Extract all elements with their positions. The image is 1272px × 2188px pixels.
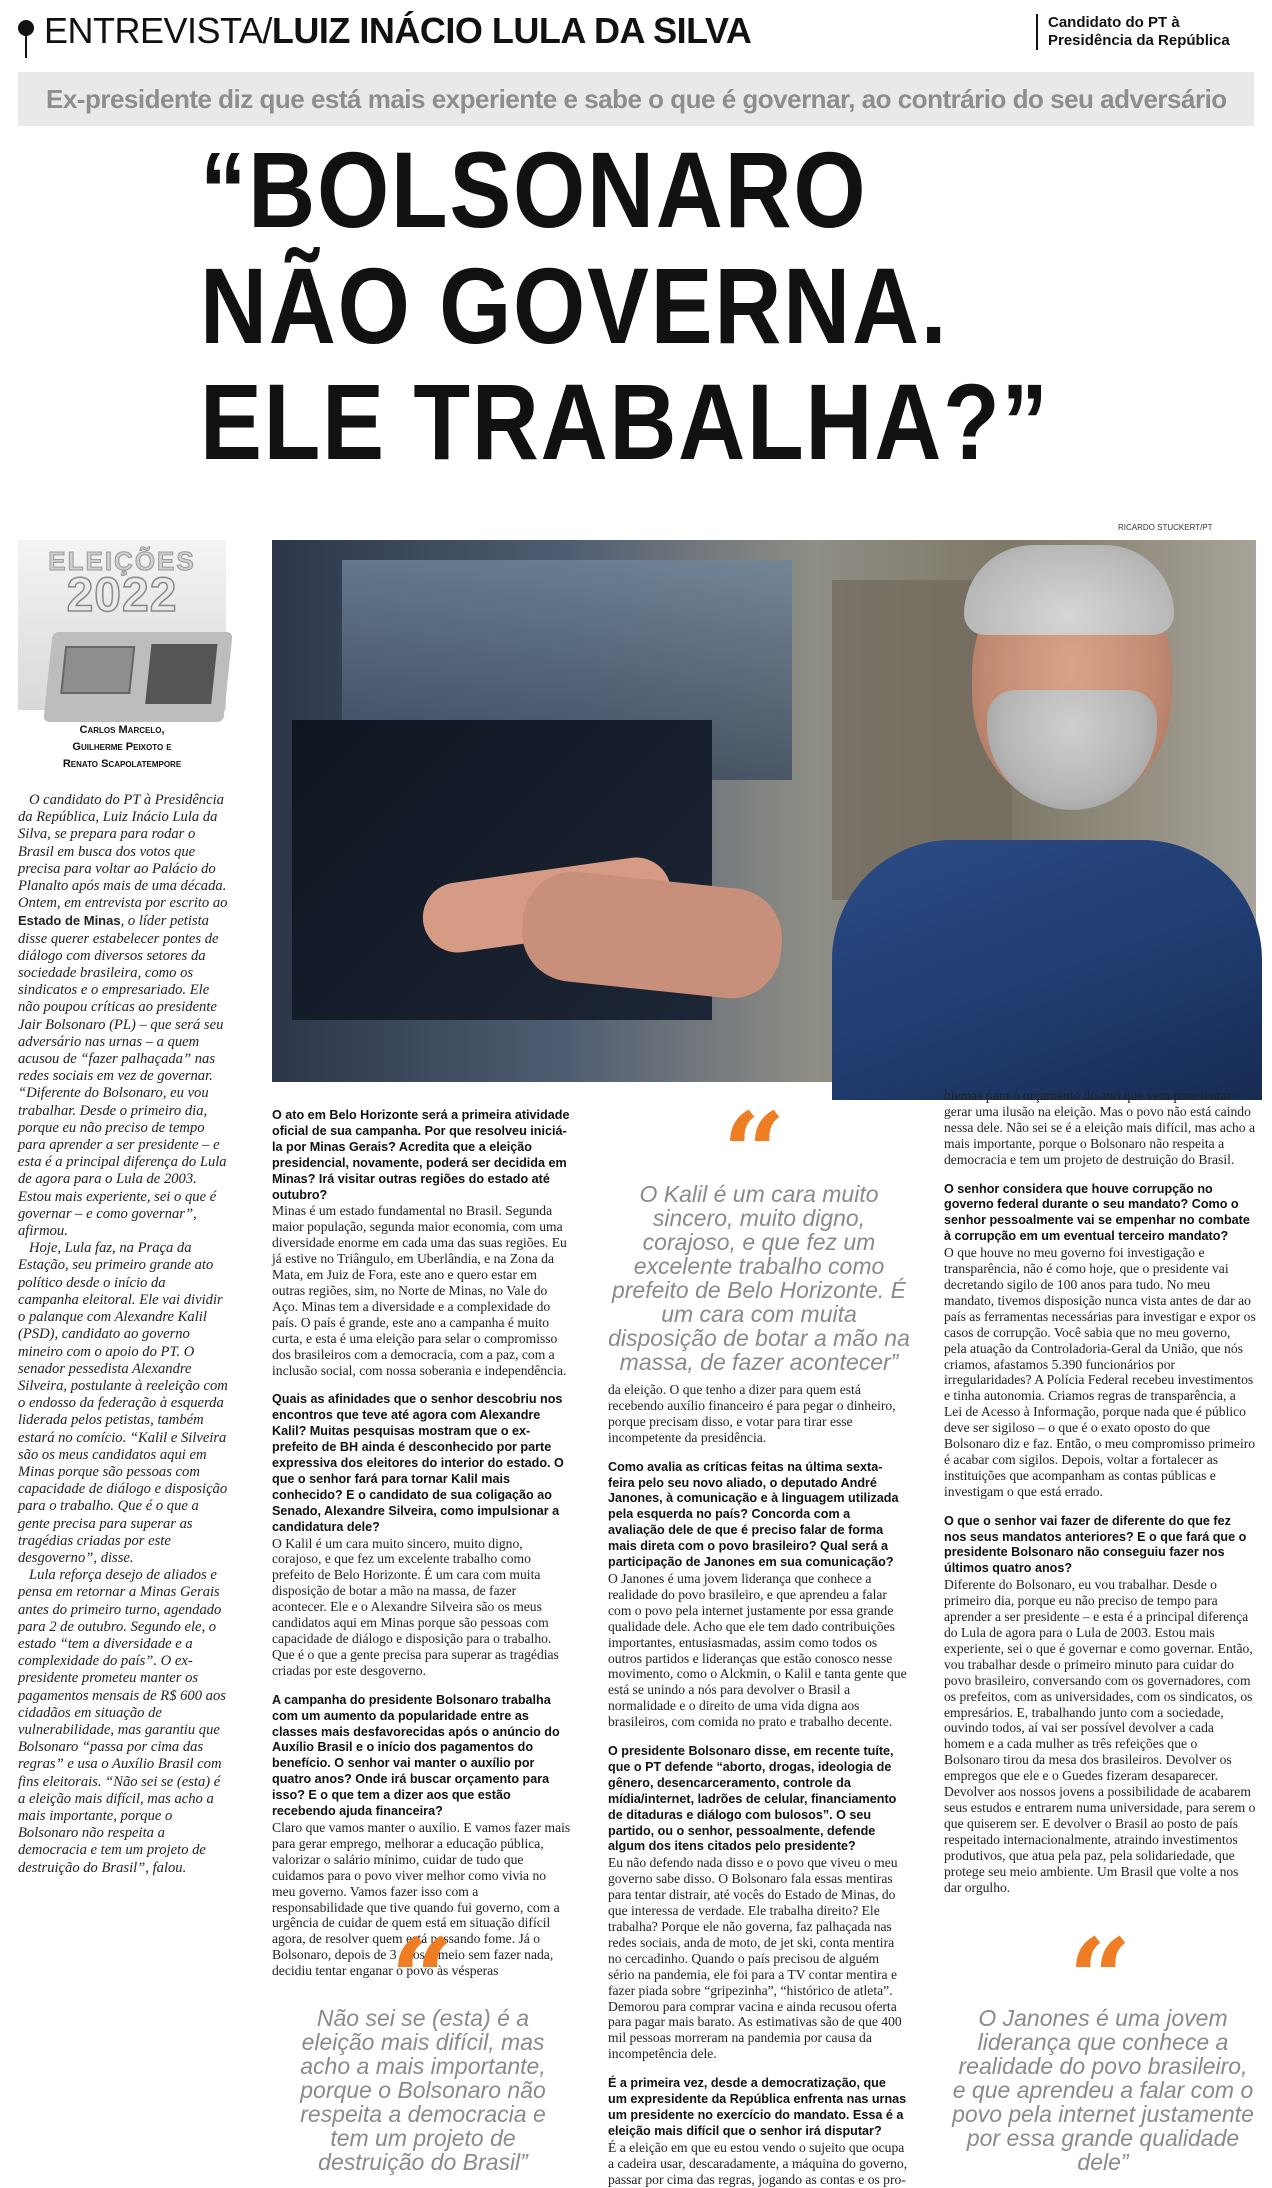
newspaper-name: Estado de Minas: [18, 913, 121, 929]
byline: [18, 722, 226, 773]
side-tag-line2: Presidência da República: [1048, 32, 1230, 49]
answer-3-continued: da eleição. O que tenho a dizer para quem está recebendo auxílio financeiro é para pegar o dinheiro, porque precisam disso, e votar para tirar esse incompetente da presidência.: [608, 1382, 896, 1445]
kicker-name: LUIZ INÁCIO LULA DA SILVA: [271, 10, 752, 51]
question-8: O que o senhor vai fazer de diferente do que fez nos seus mandatos anteriores? E o que fará que o presidente Bolsonaro não conseguiu fazer nos últimos quatro anos?: [944, 1513, 1247, 1576]
photo-subject-hair: [964, 545, 1174, 635]
answer-2: O Kalil é um cara muito sincero, muito digno, corajoso, e que fez um excelente trabalho como prefeito de Belo Horizonte. É um cara com muita disposição de botar a mão na massa, de fazer acontecer. Ele e o Alexandre Silveira são os meus candidatos aqui em Minas porque são pessoas com capacidade de diálogo e disposição para o trabalho. Que é o que a gente precisa para superar as tragédias criadas por este desgoverno.: [272, 1535, 559, 1678]
main-photo: [272, 540, 1256, 1082]
intro-paragraph-1: O candidato do PT à Presidência da República, Luiz Inácio Lula da Silva, se prepara para rodar o Brasil em busca dos votos que precisa para voltar ao Palácio do Planalto após mais de uma década. Ontem, em entrevista por escrito ao Estado de Minas, o líder petista disse querer estabelecer pontes de diálogo com diversos setores da sociedade brasileira, como os sindicatos e o empresariado. Ele não poupou críticas ao presidente Jair Bolsonaro (PL) – que será seu adversário nas urnas – a quem acusou de “fazer palhaçada” nas redes sociais em vez de governar. “Diferente do Bolsonaro, eu vou trabalhar. Desde o primeiro dia, porque eu não preciso de tempo para aprender a ser presidente – e esta é a principal diferença do Lula de agora para o Lula de 2003. Estou mais experiente, sei o que é governar – e como governar”, afirmou.: [18, 792, 228, 1240]
headline-line3: ELE TRABALHA?”: [200, 361, 1050, 482]
kicker-section: ENTREVISTA/: [44, 10, 272, 51]
question-7: O senhor considera que houve corrupção no governo federal durante o seu mandato? Como o senhor pessoalmente vai se empenhar no combate à corrupção em um eventual terceiro mandato?: [944, 1181, 1250, 1244]
question-6: É a primeira vez, desde a democratização, que um expresidente da República enfrenta nas urnas um presidente no exercício do mandato. Essa é a eleição mais difícil que o senhor irá disputar?: [608, 2076, 907, 2138]
interview-column-3: [944, 1088, 1256, 1895]
pull-quote-3-mark: “: [1068, 1914, 1132, 2043]
answer-6: É a eleição em que eu estou vendo o sujeito que ocupa a cadeira usar, descaradamente, a máquina do governo, passar por cima das regras, jogando as contas e os pro-: [608, 2139, 908, 2187]
answer-4: O Janones é uma jovem liderança que conhece a realidade do povo brasileiro, e que aprendeu a falar com o povo pela internet justamente por essa grande qualidade dele. Acho que ele tem dado contribuições importantes, entusiasmadas, assim como todos os outros partidos e lideranças que estão conosco nesse movimento, como o Alckmin, o Kalil e tanta gente que está se unindo a nós para devolver o Brasil a normalidade e o direito de uma vida digna aos brasileiros, com comida no prato e trabalho decente.: [608, 1570, 907, 1730]
pull-quote-2: Não sei se (esta) é a eleição mais difícil, mas acho a mais importante, porque o Bolsonaro não respeita a democracia e tem um projeto de destruição do Brasil”: [300, 2005, 546, 2175]
question-4: Como avalia as críticas feitas na última sexta-feira pelo seu novo aliado, o deputado André Janones, à comunicação e à linguagem utilizada pela esquerda no país? Concorda com a avaliação dele de que é preciso falar de forma mais direta com o povo brasileiro? Qual será a participação de Janones em sua comunicação?: [608, 1459, 899, 1570]
photo-subject-shirt: [832, 840, 1262, 1100]
side-tag-line1: Candidato do PT à: [1048, 14, 1180, 31]
headline: [200, 129, 1050, 482]
answer-8: Diferente do Bolsonaro, eu vou trabalhar. Desde o primeiro dia, porque eu não preciso de tempo para aprender a ser presidente – e esta é a principal diferença do Lula de agora para o Lula de 2003. Estou mais experiente, sei o que é governar e como governar. Então, vou trabalhar desde o primeiro minuto para cuidar do povo brasileiro, conversando com os governadores, com os prefeitos, com as universidades, com os sindicatos, os empresários. E, trabalhando junto com a sociedade, ouvindo todos, aí vai ser possível devolver a cada homem e a cada mulher as três refeições que o Bolsonaro tirou da mesa dos brasileiros. Devolver os empregos que ele e o Guedes fizeram desaparecer. Devolver aos nossos jovens a possibilidade de acabarem seus estudos e entrarem numa universidade, para serem o que quiserem ser. E devolver o Brasil ao posto de país respeitado internacionalmente, atraindo investimentos produtivos, que atua pela paz, pela solidariedade, que protege seu meio ambiente. Um Brasil que volte a nos dar orgulho.: [944, 1577, 1256, 1895]
answer-5: Eu não defendo nada disso e o povo que viveu o meu governo sabe disso. O Bolsonaro fala essas mentiras para tentar distrair, até vocês do Estado de Minas, do que interessa de verdade. Ele trabalha direito? Ele trabalha? Porque ele não governa, faz palhaçada nas redes sociais, anda de moto, de jet ski, conta mentira no cercadinho. Quando o país precisou de alguém sério na pandemia, ele foi para a TV contar mentira e fazer piada sobre “gripezinha”, “histórico de atleta”. Demorou para comprar vacina e ainda recusou oferta para pagar mais barato. As estimativas são de que 400 mil pessoas morreram na pandemia por causa da incompetência dele.: [608, 1855, 902, 2062]
logo-label-year: 2022: [66, 569, 178, 622]
headline-line1: “BOLSONARO: [200, 129, 868, 250]
question-5: O presidente Bolsonaro disse, em recente tuíte, que o PT defende “aborto, drogas, ideologia de gênero, desencarceramento, controle da mídia/internet, ladrões de celular, financiamento de ditaduras e diálogo com bulosos”. O seu partido, ou o senhor, pessoalmente, defende algum dos itens citados pelo presidente?: [608, 1744, 897, 1854]
pull-quote-1: O Kalil é um cara muito sincero, muito digno, corajoso, e que fez um excelente trabalho como prefeito de Belo Horizonte. É um cara com muita disposição de botar a mão na massa, de fazer acontecer”: [608, 1181, 910, 1375]
intro-column: [18, 792, 228, 1877]
interview-column-1: [272, 1108, 572, 1979]
elections-2022-logo: [18, 540, 226, 710]
side-tag: [1036, 14, 1256, 50]
pull-quote-3: O Janones é uma jovem liderança que conhece a realidade do povo brasileiro, e que aprendeu a falar com o povo pela internet justamente por essa grande qualidade dele”: [952, 2005, 1254, 2175]
interview-column-2: [608, 1382, 908, 2188]
byline-line2: Guilherme Peixoto e: [72, 741, 172, 753]
photo-subject-beard: [987, 690, 1157, 810]
answer-7: O que houve no meu governo foi investigação e transparência, não é como hoje, que o presidente vai decretando sigilo de 100 anos para tudo. No meu mandato, tivemos disposição nunca vista antes de dar ao país as ferramentas necessárias para investigar e expor os casos de corrupção. Você sabia que no meu governo, pela atuação da Controladoria-Geral da União, que nós criamos, afastamos 5.390 funcionários por irregularidades? A Polícia Federal recebeu investimentos e tinha autonomia. Criamos regras de transparência, a Lei de Acesso à Informação, porque nada que é público deve ser sigiloso – o que é o exato oposto do que Bolsonaro diz e faz. Então, o meu compromisso primeiro é acabar com sigilos. Depois, voltar a fortalecer as instituições que acompanham as contas públicas e investigam o que está errado.: [944, 1245, 1256, 1499]
headline-line2: NÃO GOVERNA.: [200, 245, 949, 366]
photo-credit: RICARDO STUCKERT/PT: [1118, 523, 1213, 532]
byline-line3: Renato Scapolatempore: [62, 758, 182, 770]
voting-machine-screen: [60, 646, 135, 694]
logo-label-eleicoes: ELEIÇÕES: [48, 546, 196, 576]
answer-1: Minas é um estado fundamental no Brasil. Segunda maior população, segunda maior economia, com uma diversidade enorme em cada uma das suas regiões. Eu já estive no Triângulo, em Uberlândia, e na Zona da Mata, em Juiz de Fora, este ano e quero estar em outras regiões, sim, no Norte de Minas, no Vale do Aço. Minas tem a diversidade e a complexidade do país. O país é grande, este ano a campanha é muito curta, e esta é uma eleição para selar o compromisso dos brasileiros com a democracia, com a paz, com a inclusão social, com nossa soberania e independência.: [272, 1203, 567, 1378]
byline-line1: Carlos Marcelo,: [79, 724, 165, 736]
question-2: Quais as afinidades que o senhor descobriu nos encontros que teve até agora com Alexandre Kalil? Muitas pesquisas mostram que o ex-prefeito de BH ainda é desconhecido por parte expressiva dos eleitores do interior do estado. O que o senhor fará para tornar Kalil mais conhecido? E o candidato de sua coligação ao Senado, Alexandre Silveira, como impulsionar a candidatura dele?: [272, 1392, 564, 1534]
question-3: A campanha do presidente Bolsonaro trabalha com um aumento da popularidade entre as classes mais desfavorecidas após o anúncio do Auxílio Brasil e o início dos pagamentos do benefício. O senhor vai manter o auxílio por quatro anos? Onde irá buscar orçamento para isso? E o que tem a dizer aos que estão recebendo ajuda financeira?: [272, 1692, 560, 1819]
answer-6-continued: blemas para o orçamento do ano que vem para tentar gerar uma ilusão na eleição. Mas o povo não está caindo nessa dele. Não sei se é a eleição mais difícil, mas acho a mais importante, porque o Bolsonaro não respeita a democracia e tem um projeto de destruição do Brasil.: [944, 1088, 1256, 1167]
intro-paragraph-2: Hoje, Lula faz, na Praça da Estação, seu primeiro grande ato político desde o início da campanha eleitoral. Ele vai dividir o palanque com Alexandre Kalil (PSD), candidato ao governo mineiro com o apoio do PT. O senador pessedista Alexandre Silveira, postulante à reeleição com o endosso da federação à esquerda liderada pelos petistas, também estará no comício. “Kalil e Silveira são os meus candidatos aqui em Minas porque são pessoas com capacidade de diálogo e disposição para o trabalho. Que é o que a gente precisa para superar as tragédias criadas por este desgoverno”, disse.: [18, 1240, 228, 1566]
header-rule: [25, 34, 27, 58]
pull-quote-2-mark: “: [390, 1914, 454, 2043]
subtitle: Ex-presidente diz que está mais experiente e sabe o que é governar, ao contrário do seu adversário: [46, 84, 1227, 114]
pull-quote-1-mark: “: [722, 1088, 786, 1217]
section-kicker: [44, 10, 751, 52]
intro-paragraph-3: Lula reforça desejo de aliados e pensa em retornar a Minas Gerais antes do primeiro turno, agendado para 2 de outubro. Segundo ele, o estado “tem a diversidade e a complexidade do país”. O ex-presidente prometeu manter os pagamentos mensais de R$ 600 aos cidadãos em situação de vulnerabilidade, mas garantiu que Bolsonaro “passa por cima das regras” e usa o Auxílio Brasil com fins eleitorais. “Não sei se (esta) é a eleição mais difícil, mas acho a mais importante, porque o Bolsonaro não respeita a democracia e tem um projeto de destruição do Brasil”, falou.: [18, 1567, 226, 1876]
question-1: O ato em Belo Horizonte será a primeira atividade oficial de sua campanha. Por que resolveu iniciá-la por Minas Gerais? Acredita que a eleição presidencial, novamente, poderá ser decidida em Minas? Irá visitar outras regiões do estado até outubro?: [272, 1108, 570, 1202]
voting-machine-keypad: [145, 644, 217, 704]
voting-machine-icon: [43, 632, 232, 722]
answer-3: Claro que vamos manter o auxílio. E vamos fazer mais para gerar emprego, melhorar a educação pública, valorizar o salário mínimo, cuidar de tudo que cuidamos para o povo viver melhor como vivia no meu governo. Vamos fazer isso com a responsabilidade que tive quando fui governo, com a urgência de cuidar de quem está em situação difícil agora, de resolver quem está passando fome. Já o Bolsonaro, depois de 3 anos e meio sem fazer nada, decidiu tentar enganar o povo às vésperas: [272, 1819, 571, 1979]
